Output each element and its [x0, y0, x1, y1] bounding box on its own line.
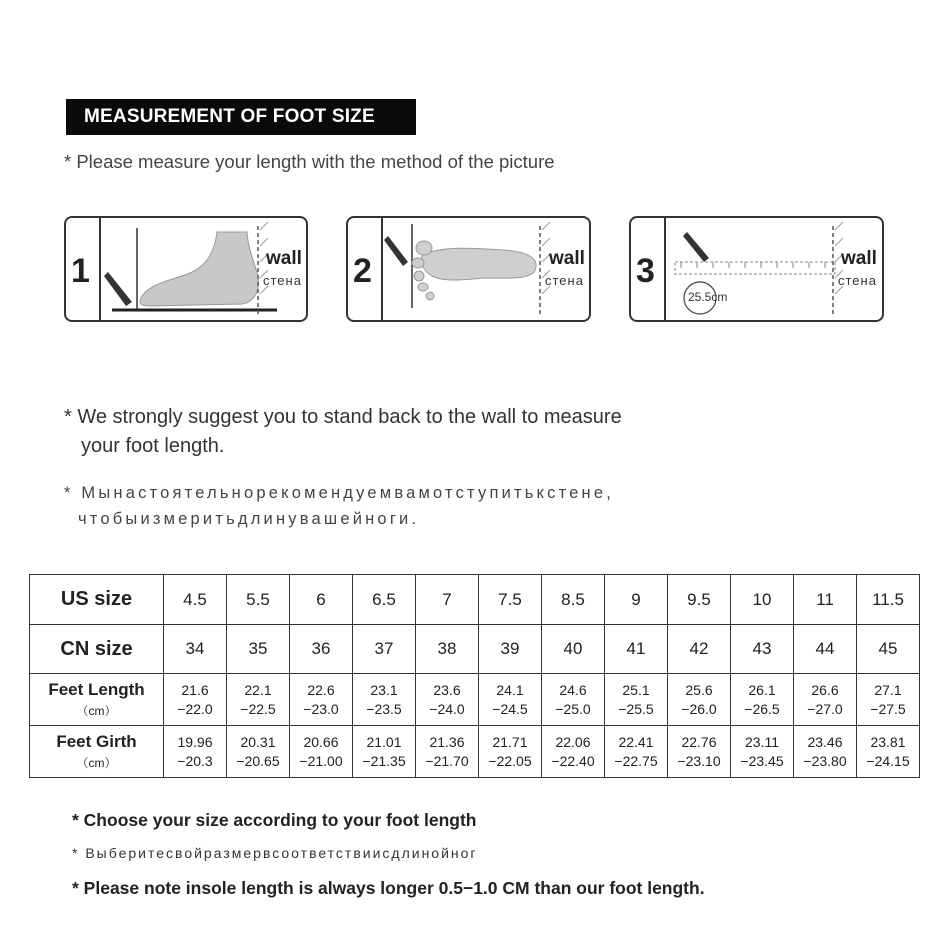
feet-length-row — [30, 674, 920, 726]
step-number: 1 — [71, 252, 90, 290]
feet-girth-cell: 21.36 −21.70 — [416, 726, 479, 778]
feet-girth-cell: 22.06 −22.40 — [542, 726, 605, 778]
us-size-cell: 11.5 — [857, 575, 920, 625]
feet-girth-cell: 20.66 −21.00 — [290, 726, 353, 778]
feet-girth-cell: 21.71 −22.05 — [479, 726, 542, 778]
feet-length-cell: 22.1 −22.5 — [227, 674, 290, 726]
step-number: 2 — [353, 252, 372, 290]
feet-girth-cell: 21.01 −21.35 — [353, 726, 416, 778]
cn-size-cell: 39 — [479, 625, 542, 674]
instruction-text: * Please measure your length with the method of the picture — [64, 151, 555, 172]
us-size-cell: 4.5 — [164, 575, 227, 625]
size-table — [29, 574, 920, 778]
feet-length-cell: 23.1 −23.5 — [353, 674, 416, 726]
us-size-cell: 9.5 — [668, 575, 731, 625]
panel-divider — [664, 218, 666, 320]
step-3-panel — [629, 216, 884, 322]
footer-note-size: * Choose your size according to your foot length — [72, 810, 477, 830]
wall-label-ru: стена — [263, 273, 302, 288]
page-title: MEASUREMENT OF FOOT SIZE — [66, 99, 416, 135]
feet-girth-cell: 19.96 −20.3 — [164, 726, 227, 778]
cn-size-row — [30, 625, 920, 674]
us-size-cell: 6 — [290, 575, 353, 625]
step-number: 3 — [636, 252, 655, 290]
feet-length-cell: 23.6 −24.0 — [416, 674, 479, 726]
cn-size-cell: 34 — [164, 625, 227, 674]
cn-size-cell: 38 — [416, 625, 479, 674]
wall-label: wall — [266, 248, 302, 269]
wall-label: wall — [549, 248, 585, 269]
cn-size-cell: 45 — [857, 625, 920, 674]
feet-length-header: Feet Length （cm） — [30, 674, 164, 726]
us-size-row — [30, 575, 920, 625]
feet-girth-cell: 22.41 −22.75 — [605, 726, 668, 778]
us-size-cell: 9 — [605, 575, 668, 625]
us-size-cell: 7.5 — [479, 575, 542, 625]
footer-note-ru: * Выберитесвойразмервсоответствиисдлинойног — [72, 845, 478, 861]
advice-ru-line2: чтобыизмеритьдлинувашейноги. — [78, 510, 420, 528]
feet-length-cell: 26.6 −27.0 — [794, 674, 857, 726]
feet-girth-cell: 23.46 −23.80 — [794, 726, 857, 778]
us-size-cell: 5.5 — [227, 575, 290, 625]
cn-size-cell: 43 — [731, 625, 794, 674]
us-size-cell: 10 — [731, 575, 794, 625]
us-size-cell: 7 — [416, 575, 479, 625]
cn-size-cell: 40 — [542, 625, 605, 674]
cn-size-header: CN size — [30, 625, 164, 674]
advice-ru-line1: * Мынастоятельнорекомендуемвамотступитькстене, — [64, 484, 615, 502]
wall-label-ru: стена — [838, 273, 877, 288]
feet-length-cell: 24.1 −24.5 — [479, 674, 542, 726]
feet-length-cell: 25.6 −26.0 — [668, 674, 731, 726]
measurement-readout: 25.5cm — [688, 290, 728, 304]
cn-size-cell: 44 — [794, 625, 857, 674]
feet-girth-cell: 23.81 −24.15 — [857, 726, 920, 778]
wall-label: wall — [841, 248, 877, 269]
advice-en-line2: your foot length. — [81, 435, 225, 457]
feet-length-cell: 25.1 −25.5 — [605, 674, 668, 726]
cn-size-cell: 35 — [227, 625, 290, 674]
advice-en-line1: * We strongly suggest you to stand back to the wall to measure — [64, 406, 622, 428]
feet-girth-row — [30, 726, 920, 778]
feet-girth-cell: 22.76 −23.10 — [668, 726, 731, 778]
us-size-cell: 11 — [794, 575, 857, 625]
us-size-header: US size — [30, 575, 164, 625]
feet-girth-header: Feet Girth （cm） — [30, 726, 164, 778]
feet-girth-cell: 23.11 −23.45 — [731, 726, 794, 778]
wall-label-ru: стена — [545, 273, 584, 288]
feet-length-cell: 21.6 −22.0 — [164, 674, 227, 726]
panel-divider — [381, 218, 383, 320]
footer-note-insole: * Please note insole length is always longer 0.5−1.0 CM than our foot length. — [72, 878, 705, 898]
feet-length-cell: 26.1 −26.5 — [731, 674, 794, 726]
feet-length-cell: 22.6 −23.0 — [290, 674, 353, 726]
panel-divider — [99, 218, 101, 320]
us-size-cell: 8.5 — [542, 575, 605, 625]
step-2-panel — [346, 216, 591, 322]
cn-size-cell: 41 — [605, 625, 668, 674]
feet-length-cell: 27.1 −27.5 — [857, 674, 920, 726]
us-size-cell: 6.5 — [353, 575, 416, 625]
cn-size-cell: 36 — [290, 625, 353, 674]
cn-size-cell: 37 — [353, 625, 416, 674]
cn-size-cell: 42 — [668, 625, 731, 674]
feet-length-cell: 24.6 −25.0 — [542, 674, 605, 726]
feet-girth-cell: 20.31 −20.65 — [227, 726, 290, 778]
step-1-panel — [64, 216, 308, 322]
